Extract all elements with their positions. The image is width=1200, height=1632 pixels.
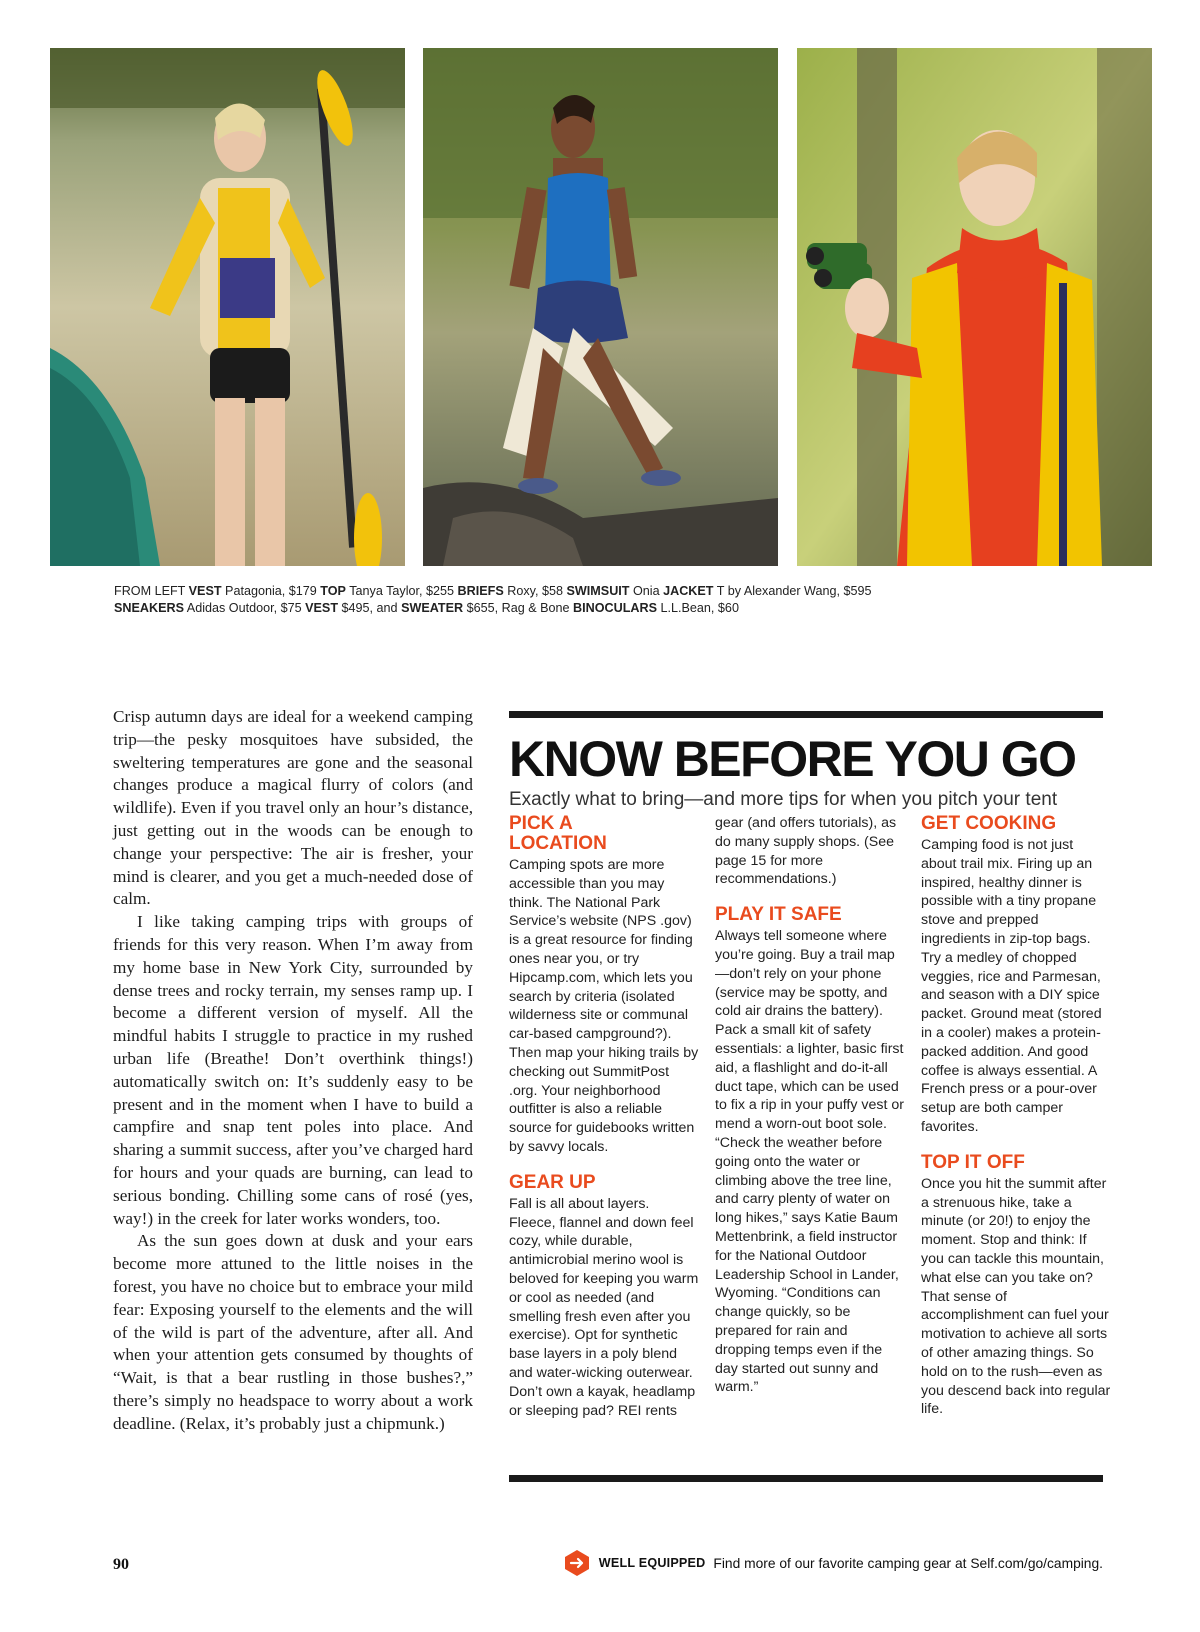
gear-up-text: Fall is all about layers. Fleece, flannel and down feel cozy, while durable, antimicrobial merino wool is beloved for keeping you warm or cool as needed (and smelling fresh even after you exercise). Opt for synthetic base layers in a poly blend and water-wicking outerwear. Don’t own a kayak, headlamp or sleeping pad? REI rents xyxy=(509,1195,699,1419)
heading-line: LOCATION xyxy=(509,833,607,854)
tips-column-3 xyxy=(921,814,1111,1419)
caption-text: $495, and xyxy=(341,601,398,615)
caption-text: Onia xyxy=(632,584,660,598)
sidebar-title: KNOW BEFORE YOU GO xyxy=(509,731,1076,787)
top-it-off-text: Once you hit the summit after a strenuous hike, take a minute (or 20!) to enjoy the moment. Stop and think: If you can tackle this mountain, what else can you take on? That sense of accomplishment can fuel your motivation to achieve all sorts of other amazing things. So hold on to the rush—even as you descend back into regular life. xyxy=(921,1175,1111,1418)
body-paragraph: As the sun goes down at dusk and your ears become more attuned to the little noises in the forest, you have no choice but to embrace your mild fear: Exposing yourself to the elements and the will of the wild is part of the adventure, after all. And when your attention gets consumed by thoughts of “Wait, is that a bear rustling in those bushes?,” there’s simply no headspace to worry about a work deadline. (Relax, it’s probably just a chipmunk.) xyxy=(113,1231,473,1433)
tips-column-2 xyxy=(715,814,905,1397)
caption-text: Adidas Outdoor, $75 xyxy=(186,601,302,615)
gear-up-continued-text: gear (and offers tutorials), as do many supply shops. (See page 15 for more recommendations.) xyxy=(715,815,897,888)
footer-label: WELL EQUIPPED xyxy=(598,1556,706,1570)
caption-text: Tanya Taylor, $255 xyxy=(349,584,455,598)
caption-text: $655, Rag & Bone xyxy=(466,601,570,615)
get-cooking-heading: GET COOKING xyxy=(921,813,1057,834)
caption-label: SWIMSUIT xyxy=(566,584,630,598)
play-it-safe-heading: PLAY IT SAFE xyxy=(715,904,842,926)
arrow-right-icon xyxy=(563,1549,591,1577)
caption-lead: FROM LEFT xyxy=(114,584,186,598)
pick-location-text: Camping spots are more accessible than you may think. The National Park Service’s website (NPS .gov) is a great resource for finding ones near you, or try Hipcamp.com, which lets you search by criteria (isolated wilderness site or communal car-based campground?). Then map your hiking trails by checking out SummitPost .org. Your neighborhood outfitter is also a reliable source for guidebooks written by savvy locals. xyxy=(509,857,699,1155)
get-cooking-text: Camping food is not just about trail mix. Firing up an inspired, healthy dinner is possible with a tiny propane stove and prepped ingredients in zip-top bags. Try a medley of chopped veggies, rice and Parmesan, and season with a DIY spice packet. Ground meat (stored in a cooler) makes a protein-packed addition. And good coffee is always essential. A French press or a pour-over setup are both camper favorites. xyxy=(921,837,1102,1135)
photo-caption xyxy=(114,583,1014,617)
sidebar-deck: Exactly what to bring—and more tips for when you pitch your tent xyxy=(509,789,1058,810)
footer-text: Find more of our favorite camping gear at Self.com/go/camping. xyxy=(713,1555,1103,1571)
caption-label: VEST xyxy=(188,584,222,598)
caption-text: Roxy, $58 xyxy=(507,584,564,598)
bottom-rule xyxy=(509,1475,1103,1482)
caption-text: T by Alexander Wang, $595 xyxy=(716,584,872,598)
body-paragraph: Crisp autumn days are ideal for a weekend camping trip—the pesky mosquitoes have subsided, the sweltering temperatures are gone and the seasonal changes produce a magical flurry of colors (and wildlife). Even if you travel only an hour’s distance, just getting out in the woods can be enough to change your perspective: The air is fresher, your mind is clearer, and you get a much-needed dose of calm. xyxy=(113,707,473,909)
woman-with-paddle-photo xyxy=(50,48,405,566)
play-it-safe-text: Always tell someone where you’re going. Buy a trail map—don’t rely on your phone (service may be spotty, and cold air drains the battery). Pack a small kit of safety essentials: a lighter, basic first aid, a flashlight and do-it-all duct tape, which can be used to fix a rip in your puffy vest or mend a worn-out boot sole. “Check the weather before going onto the water or climbing above the tree line, and carry plenty of water on long hikes,” says Katie Baum Mettenbrink, a field instructor for the National Outdoor Leadership School in Lander, Wyoming. “Conditions can change quickly, so be prepared for rain and dropping temps even if the day started out sunny and warm.” xyxy=(715,928,904,1396)
page-number: 90 xyxy=(113,1556,129,1573)
pick-location-heading xyxy=(509,814,699,854)
caption-text: Patagonia, $179 xyxy=(225,584,317,598)
gear-up-heading: GEAR UP xyxy=(509,1171,596,1193)
caption-text: L.L.Bean, $60 xyxy=(660,601,739,615)
body-paragraph: I like taking camping trips with groups of friends for this very reason. When I’m away from my home base in New York City, surrounded by dense trees and rocky terrain, my senses ramp up. I become a different version of myself. All the mindful habits I struggle to practice in my rushed urban life (Breathe! Don’t overthink things!) automatically switch on: It’s suddenly easy to be present and in the moment when I have to build a campfire and snap tent poles into place. And sharing a summit success, after you’ve charged hard for hours and your quads are burning, can lead to serious bonding. Chilling some cans of rosé (yes, way!) in the creek for later works wonders, too. xyxy=(113,912,473,1228)
caption-label: SWEATER xyxy=(401,601,464,615)
know-before-you-go-sidebar xyxy=(509,711,1111,1419)
caption-label: JACKET xyxy=(663,584,714,598)
caption-label: SNEAKERS xyxy=(114,601,184,615)
tips-column-1 xyxy=(509,814,699,1420)
woman-in-swimsuit-photo xyxy=(423,48,778,566)
top-it-off-heading: TOP IT OFF xyxy=(921,1151,1025,1173)
caption-label: TOP xyxy=(320,584,346,598)
woman-with-binoculars-photo xyxy=(797,48,1152,566)
heading-line: PICK A xyxy=(509,813,573,834)
caption-label: VEST xyxy=(305,601,339,615)
top-rule xyxy=(509,711,1103,718)
well-equipped-footer xyxy=(563,1549,1103,1577)
caption-label: BINOCULARS xyxy=(573,601,658,615)
article-body xyxy=(113,706,473,1436)
caption-label: BRIEFS xyxy=(457,584,504,598)
